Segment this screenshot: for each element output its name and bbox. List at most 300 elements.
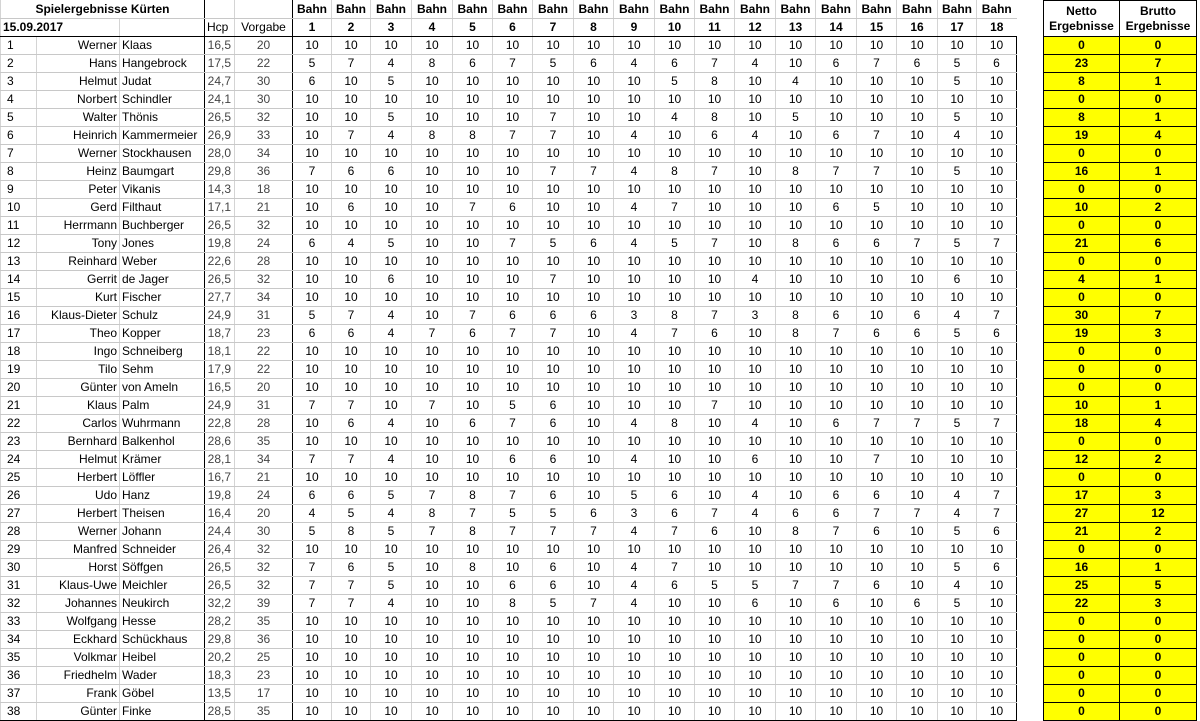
player-hcp: 18,7 (205, 325, 235, 343)
bahn-score: 7 (574, 163, 614, 181)
netto-result: 21 (1044, 523, 1120, 541)
bahn-score: 4 (938, 487, 977, 505)
bahn-score: 7 (533, 523, 574, 541)
player-row (1, 487, 1017, 505)
player-vorgabe: 32 (235, 541, 293, 559)
bahn-score: 10 (412, 145, 453, 163)
bahn-score: 10 (897, 181, 938, 199)
hcp-header: Hcp (205, 19, 235, 37)
bahn-score: 5 (533, 505, 574, 523)
bahn-score: 10 (574, 325, 614, 343)
bahn-score: 6 (857, 325, 897, 343)
bahn-number-4: 4 (412, 19, 453, 37)
player-first-name: Volkmar (37, 649, 120, 667)
bahn-score: 6 (977, 55, 1017, 73)
bahn-score: 6 (816, 595, 857, 613)
bahn-header-label: Bahn (655, 0, 695, 19)
bahn-score: 10 (533, 541, 574, 559)
bahn-score: 10 (655, 451, 695, 469)
bahn-score: 7 (695, 397, 735, 415)
bahn-score: 10 (293, 433, 332, 451)
bahn-score: 6 (776, 505, 816, 523)
bahn-score: 10 (493, 361, 533, 379)
game-date: 15.09.2017 (1, 19, 120, 37)
player-hcp: 14,3 (205, 181, 235, 199)
player-vorgabe: 23 (235, 667, 293, 685)
bahn-score: 10 (695, 415, 735, 433)
player-hcp: 32,2 (205, 595, 235, 613)
bahn-score: 10 (655, 541, 695, 559)
bahn-score: 10 (857, 541, 897, 559)
player-number: 6 (1, 127, 37, 145)
player-number: 13 (1, 253, 37, 271)
bahn-score: 5 (371, 73, 412, 91)
result-row (1044, 181, 1197, 199)
player-hcp: 24,1 (205, 91, 235, 109)
brutto-result: 2 (1120, 451, 1197, 469)
player-vorgabe: 34 (235, 451, 293, 469)
bahn-score: 8 (453, 559, 493, 577)
bahn-score: 10 (977, 685, 1017, 703)
bahn-score: 7 (332, 451, 371, 469)
player-row (1, 271, 1017, 289)
result-row (1044, 379, 1197, 397)
bahn-score: 4 (371, 505, 412, 523)
brutto-result: 3 (1120, 487, 1197, 505)
brutto-result: 6 (1120, 235, 1197, 253)
bahn-score: 10 (735, 73, 776, 91)
bahn-score: 10 (816, 631, 857, 649)
player-vorgabe: 22 (235, 361, 293, 379)
bahn-header-label: Bahn (857, 0, 897, 19)
bahn-score: 10 (897, 163, 938, 181)
player-vorgabe: 34 (235, 289, 293, 307)
netto-result: 0 (1044, 631, 1120, 649)
bahn-score: 3 (614, 505, 655, 523)
bahn-score: 10 (857, 469, 897, 487)
bahn-score: 7 (695, 55, 735, 73)
bahn-score: 10 (938, 433, 977, 451)
bahn-score: 10 (897, 433, 938, 451)
bahn-score: 10 (655, 361, 695, 379)
bahn-score: 5 (735, 577, 776, 595)
bahn-score: 4 (371, 325, 412, 343)
netto-result: 21 (1044, 235, 1120, 253)
bahn-score: 5 (293, 307, 332, 325)
bahn-score: 10 (897, 397, 938, 415)
bahn-score: 10 (453, 541, 493, 559)
player-hcp: 22,8 (205, 415, 235, 433)
bahn-score: 4 (614, 235, 655, 253)
player-first-name: Gerrit (37, 271, 120, 289)
player-row (1, 415, 1017, 433)
player-vorgabe: 30 (235, 523, 293, 541)
bahn-score: 5 (938, 163, 977, 181)
netto-header-line2: Ergebnisse (1049, 18, 1114, 33)
bahn-score: 10 (938, 145, 977, 163)
player-hcp: 28,0 (205, 145, 235, 163)
bahn-score: 4 (735, 487, 776, 505)
player-last-name: Hanz (120, 487, 205, 505)
bahn-score: 6 (816, 415, 857, 433)
bahn-score: 5 (938, 73, 977, 91)
bahn-score: 10 (412, 343, 453, 361)
netto-result: 0 (1044, 145, 1120, 163)
bahn-score: 5 (493, 397, 533, 415)
player-first-name: Frank (37, 685, 120, 703)
netto-result: 16 (1044, 163, 1120, 181)
bahn-score: 8 (332, 523, 371, 541)
bahn-score: 7 (412, 325, 453, 343)
bahn-score: 6 (574, 55, 614, 73)
bahn-score: 10 (938, 181, 977, 199)
result-row (1044, 541, 1197, 559)
bahn-score: 8 (412, 55, 453, 73)
bahn-score: 10 (412, 469, 453, 487)
bahn-header-label: Bahn (735, 0, 776, 19)
bahn-score: 10 (655, 181, 695, 199)
bahn-score: 10 (938, 343, 977, 361)
bahn-score: 10 (453, 613, 493, 631)
bahn-score: 7 (453, 199, 493, 217)
player-hcp: 16,7 (205, 469, 235, 487)
player-row (1, 613, 1017, 631)
player-row (1, 127, 1017, 145)
bahn-score: 10 (453, 109, 493, 127)
player-first-name: Kurt (37, 289, 120, 307)
bahn-score: 6 (533, 487, 574, 505)
bahn-score: 10 (332, 361, 371, 379)
netto-result: 27 (1044, 505, 1120, 523)
bahn-score: 10 (977, 667, 1017, 685)
bahn-score: 10 (897, 343, 938, 361)
bahn-score: 10 (493, 541, 533, 559)
player-hcp: 29,8 (205, 163, 235, 181)
bahn-score: 10 (614, 91, 655, 109)
bahn-score: 5 (533, 235, 574, 253)
player-vorgabe: 20 (235, 37, 293, 55)
bahn-score: 10 (574, 613, 614, 631)
bahn-score: 10 (655, 433, 695, 451)
player-last-name: Krämer (120, 451, 205, 469)
bahn-score: 10 (453, 433, 493, 451)
brutto-result: 3 (1120, 325, 1197, 343)
player-number: 10 (1, 199, 37, 217)
bahn-score: 10 (655, 271, 695, 289)
bahn-score: 10 (293, 541, 332, 559)
player-row (1, 289, 1017, 307)
bahn-score: 10 (293, 613, 332, 631)
bahn-score: 10 (453, 289, 493, 307)
bahn-score: 10 (897, 145, 938, 163)
result-row (1044, 631, 1197, 649)
bahn-score: 10 (453, 649, 493, 667)
result-row (1044, 595, 1197, 613)
bahn-score: 10 (412, 307, 453, 325)
bahn-score: 7 (293, 559, 332, 577)
bahn-score: 10 (533, 91, 574, 109)
bahn-score: 10 (977, 91, 1017, 109)
bahn-score: 6 (735, 595, 776, 613)
bahn-score: 10 (412, 379, 453, 397)
bahn-score: 10 (574, 289, 614, 307)
bahn-score: 6 (533, 397, 574, 415)
bahn-score: 10 (332, 343, 371, 361)
bahn-score: 5 (371, 109, 412, 127)
bahn-score: 10 (735, 235, 776, 253)
bahn-score: 10 (332, 91, 371, 109)
bahn-score: 10 (695, 613, 735, 631)
bahn-score: 8 (655, 415, 695, 433)
bahn-score: 10 (574, 343, 614, 361)
bahn-score: 8 (453, 487, 493, 505)
bahn-score: 10 (614, 631, 655, 649)
bahn-score: 5 (938, 595, 977, 613)
player-vorgabe: 20 (235, 505, 293, 523)
player-first-name: Klaus-Dieter (37, 307, 120, 325)
bahn-score: 10 (574, 469, 614, 487)
player-number: 19 (1, 361, 37, 379)
bahn-score: 10 (655, 379, 695, 397)
bahn-score: 10 (293, 109, 332, 127)
bahn-score: 6 (695, 325, 735, 343)
netto-result: 0 (1044, 703, 1120, 721)
brutto-header (1120, 1, 1197, 37)
bahn-score: 10 (776, 415, 816, 433)
result-row (1044, 307, 1197, 325)
bahn-score: 7 (977, 505, 1017, 523)
netto-result: 25 (1044, 577, 1120, 595)
bahn-score: 10 (816, 271, 857, 289)
bahn-score: 6 (533, 415, 574, 433)
bahn-score: 10 (695, 217, 735, 235)
bahn-score: 10 (371, 91, 412, 109)
brutto-result: 1 (1120, 73, 1197, 91)
brutto-result: 2 (1120, 523, 1197, 541)
bahn-score: 4 (371, 451, 412, 469)
bahn-score: 10 (695, 469, 735, 487)
bahn-score: 10 (857, 631, 897, 649)
bahn-score: 10 (493, 37, 533, 55)
bahn-score: 10 (453, 451, 493, 469)
bahn-score: 10 (371, 667, 412, 685)
bahn-score: 10 (533, 685, 574, 703)
bahn-score: 10 (293, 343, 332, 361)
bahn-score: 10 (857, 685, 897, 703)
bahn-score: 10 (412, 181, 453, 199)
bahn-score: 8 (776, 307, 816, 325)
player-hcp: 24,7 (205, 73, 235, 91)
player-row (1, 325, 1017, 343)
bahn-score: 7 (816, 163, 857, 181)
bahn-score: 8 (776, 235, 816, 253)
bahn-score: 10 (977, 361, 1017, 379)
bahn-score: 10 (938, 469, 977, 487)
bahn-score: 10 (614, 181, 655, 199)
netto-result: 0 (1044, 469, 1120, 487)
player-first-name: Hans (37, 55, 120, 73)
results-table (1043, 0, 1197, 721)
bahn-score: 10 (938, 199, 977, 217)
netto-result: 4 (1044, 271, 1120, 289)
player-last-name: Weber (120, 253, 205, 271)
player-first-name: Werner (37, 523, 120, 541)
player-number: 26 (1, 487, 37, 505)
bahn-score: 10 (332, 667, 371, 685)
bahn-score: 10 (938, 613, 977, 631)
bahn-score: 10 (977, 577, 1017, 595)
player-number: 7 (1, 145, 37, 163)
player-hcp: 26,5 (205, 559, 235, 577)
bahn-score: 10 (897, 703, 938, 721)
netto-result: 30 (1044, 307, 1120, 325)
netto-result: 0 (1044, 379, 1120, 397)
bahn-score: 10 (938, 217, 977, 235)
bahn-score: 10 (453, 145, 493, 163)
netto-header-line1: Netto (1066, 3, 1097, 18)
bahn-number-2: 2 (332, 19, 371, 37)
player-last-name: von Ameln (120, 379, 205, 397)
bahn-score: 6 (574, 235, 614, 253)
bahn-score: 4 (614, 595, 655, 613)
bahn-score: 6 (977, 559, 1017, 577)
bahn-score: 10 (977, 541, 1017, 559)
bahn-score: 10 (977, 73, 1017, 91)
bahn-score: 10 (332, 469, 371, 487)
brutto-result: 0 (1120, 433, 1197, 451)
player-number: 36 (1, 667, 37, 685)
bahn-score: 4 (735, 55, 776, 73)
bahn-score: 10 (453, 271, 493, 289)
bahn-score: 10 (816, 469, 857, 487)
bahn-score: 10 (533, 649, 574, 667)
player-row (1, 397, 1017, 415)
result-row (1044, 73, 1197, 91)
bahn-score: 10 (977, 253, 1017, 271)
bahn-score: 10 (938, 37, 977, 55)
bahn-score: 7 (412, 397, 453, 415)
bahn-score: 10 (293, 199, 332, 217)
player-number: 27 (1, 505, 37, 523)
bahn-score: 7 (897, 415, 938, 433)
bahn-score: 10 (776, 397, 816, 415)
bahn-score: 10 (574, 217, 614, 235)
brutto-result: 0 (1120, 37, 1197, 55)
player-row (1, 541, 1017, 559)
bahn-score: 10 (735, 631, 776, 649)
player-first-name: Werner (37, 37, 120, 55)
bahn-score: 10 (695, 199, 735, 217)
player-row (1, 649, 1017, 667)
bahn-score: 10 (816, 37, 857, 55)
result-row (1044, 325, 1197, 343)
bahn-score: 10 (816, 289, 857, 307)
bahn-score: 5 (493, 505, 533, 523)
result-row (1044, 37, 1197, 55)
player-row (1, 109, 1017, 127)
bahn-score: 8 (655, 307, 695, 325)
player-hcp: 13,5 (205, 685, 235, 703)
brutto-result: 0 (1120, 181, 1197, 199)
bahn-score: 6 (816, 127, 857, 145)
brutto-result: 4 (1120, 415, 1197, 433)
player-first-name: Walter (37, 109, 120, 127)
bahn-score: 6 (695, 127, 735, 145)
bahn-score: 8 (412, 127, 453, 145)
bahn-score: 7 (857, 55, 897, 73)
bahn-score: 10 (816, 73, 857, 91)
bahn-score: 6 (453, 55, 493, 73)
bahn-score: 10 (332, 271, 371, 289)
player-vorgabe: 28 (235, 253, 293, 271)
bahn-score: 10 (977, 595, 1017, 613)
bahn-score: 10 (493, 253, 533, 271)
bahn-score: 10 (977, 613, 1017, 631)
bahn-score: 10 (977, 379, 1017, 397)
player-number: 9 (1, 181, 37, 199)
bahn-score: 7 (293, 577, 332, 595)
netto-result: 18 (1044, 415, 1120, 433)
bahn-score: 6 (574, 505, 614, 523)
bahn-score: 10 (371, 217, 412, 235)
player-last-name: Heibel (120, 649, 205, 667)
player-number: 18 (1, 343, 37, 361)
bahn-score: 10 (371, 289, 412, 307)
player-first-name: Günter (37, 379, 120, 397)
bahn-score: 4 (614, 577, 655, 595)
bahn-score: 10 (412, 577, 453, 595)
bahn-score: 10 (614, 703, 655, 721)
bahn-score: 6 (816, 307, 857, 325)
result-row (1044, 253, 1197, 271)
bahn-number-8: 8 (574, 19, 614, 37)
netto-result: 0 (1044, 685, 1120, 703)
player-row (1, 433, 1017, 451)
brutto-result: 3 (1120, 595, 1197, 613)
bahn-score: 4 (735, 271, 776, 289)
player-row (1, 559, 1017, 577)
result-row (1044, 109, 1197, 127)
bahn-header-label: Bahn (574, 0, 614, 19)
result-row (1044, 577, 1197, 595)
bahn-score: 6 (453, 325, 493, 343)
player-number: 38 (1, 703, 37, 721)
player-hcp: 16,5 (205, 379, 235, 397)
bahn-score: 10 (695, 379, 735, 397)
bahn-score: 10 (614, 541, 655, 559)
bahn-score: 10 (857, 613, 897, 631)
netto-result: 0 (1044, 649, 1120, 667)
result-row (1044, 271, 1197, 289)
bahn-score: 10 (897, 289, 938, 307)
player-number: 21 (1, 397, 37, 415)
bahn-score: 6 (574, 307, 614, 325)
bahn-score: 10 (453, 253, 493, 271)
brutto-header-line2: Ergebnisse (1125, 18, 1191, 33)
bahn-score: 10 (857, 667, 897, 685)
bahn-score: 10 (332, 613, 371, 631)
bahn-score: 7 (332, 595, 371, 613)
player-first-name: Herbert (37, 469, 120, 487)
bahn-score: 10 (857, 253, 897, 271)
bahn-score: 6 (332, 415, 371, 433)
bahn-score: 10 (332, 253, 371, 271)
bahn-score: 10 (857, 307, 897, 325)
bahn-score: 10 (412, 163, 453, 181)
player-hcp: 26,4 (205, 541, 235, 559)
bahn-score: 10 (897, 559, 938, 577)
bahn-score: 10 (776, 631, 816, 649)
